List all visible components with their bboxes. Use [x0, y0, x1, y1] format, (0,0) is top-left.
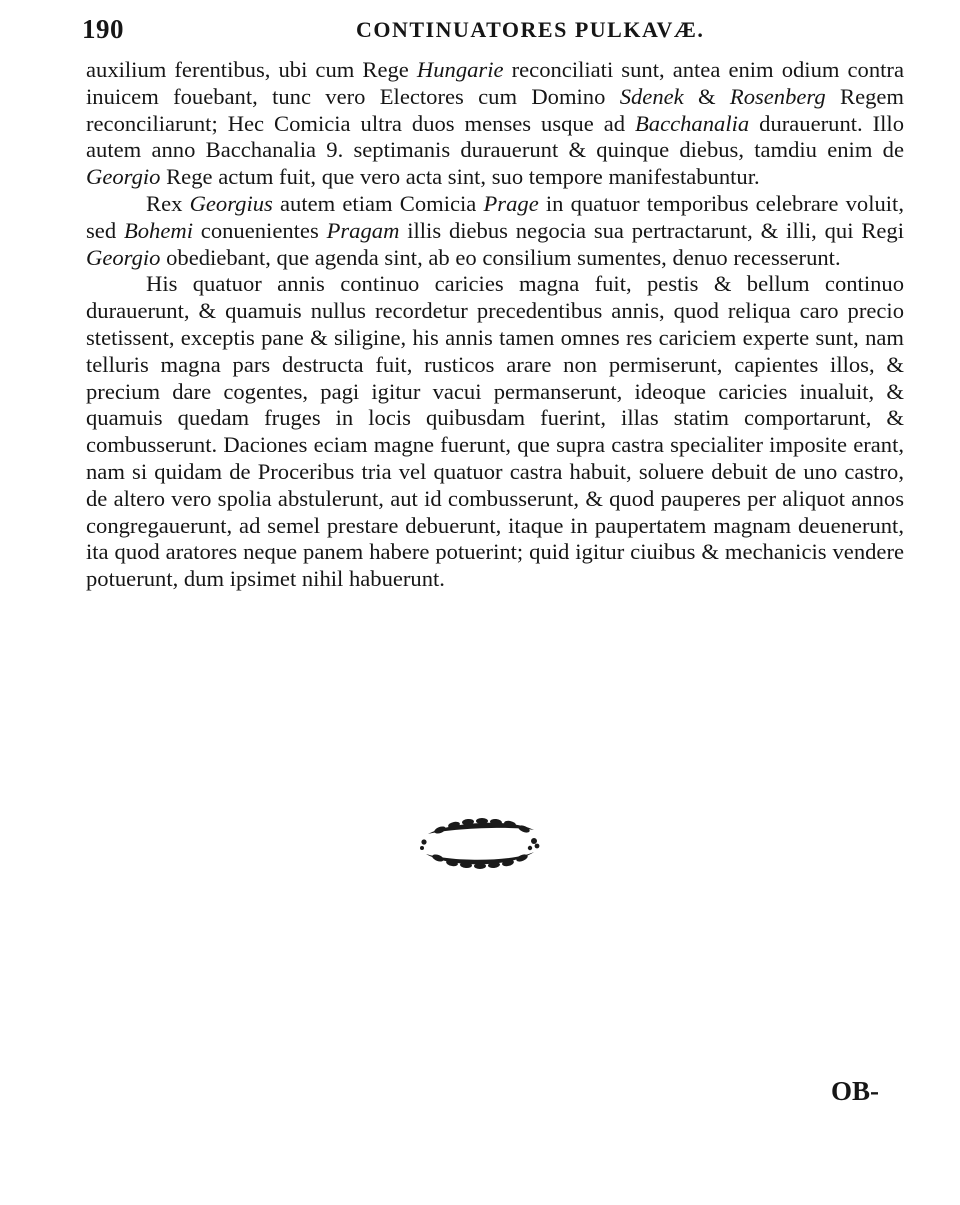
- catchword: OB-: [831, 1076, 880, 1106]
- italic-name: Pragam: [326, 217, 400, 243]
- italic-name: Georgio: [86, 244, 161, 270]
- text-run: Rege actum fuit, que vero acta sint, suo tempore manifestabuntur.: [160, 164, 760, 190]
- text-run: autem etiam Comicia: [272, 190, 484, 216]
- text-run: His quatuor annis continuo caricies magna fuit, pestis & bellum continuo durauerunt, & quamuis nullus recordetur precedentibus annis, quod reliqua caro precio stetissent, exceptis pane & siligine, his annis tamen omnes res cariciem experte sunt, nam telluris magna pars destructa fuit, rusticos arare non permiserunt, capientes illos, & precium dare cogentes, pagi igitur vacui permanserunt, ideoque caricies inualuit, & quamuis quedam fruges in locis quibusdam fuerint, illas statim comportarunt, & combusserunt. Daciones eciam magne fuerunt, que supra castra specialiter imposite erant, nam si quidam de Proceribus tria vel quatuor castra habuit, soluere debuit de uno castro, de altero vero spolia abstulerunt, aut id combusserunt, & quod pauperes per aliquot annos congregauerunt, ad semel prestare debuerunt, itaque in paupertatem magnam deuenerunt, ita quod aratores neque panem habere potuerint; quid igitur ciuibus & mechanicis vendere potuerunt, dum ipsimet nihil habuerunt.: [86, 271, 904, 592]
- running-head: [0, 8, 960, 48]
- text-run: Regem reconciliarunt; Hec Comicia ultra duos menses usque ad: [86, 83, 904, 136]
- text-run: &: [683, 83, 730, 109]
- body-text: [86, 57, 904, 593]
- italic-name: Rosenberg: [729, 83, 826, 109]
- page-number: 190: [82, 14, 124, 44]
- text-run: in quatuor temporibus celebrare voluit, sed: [86, 190, 904, 243]
- paragraph: [86, 191, 904, 271]
- italic-name: Sdenek: [619, 83, 684, 109]
- italic-name: Bohemi: [123, 217, 193, 243]
- italic-name: Bacchanalia: [634, 110, 750, 136]
- text-run: illis diebus negocia sua pertractarunt, & illi, qui Regi: [399, 217, 904, 243]
- text-run: auxilium ferentibus, ubi cum Rege: [86, 57, 417, 82]
- text-run: durauerunt. Illo autem anno Bacchanalia 9. septimanis durauerunt & quinque diebus, tamdiu enim de: [86, 110, 904, 163]
- running-title: CONTINUATORES PULKAVÆ.: [356, 17, 705, 42]
- paragraph: [86, 271, 904, 593]
- text-run: conuenientes: [192, 217, 327, 243]
- text-run: reconciliati sunt, antea enim odium contra inuicem fouebant, tunc vero Electores cum Domino: [86, 57, 904, 109]
- text-run: Rex: [146, 190, 190, 216]
- fleuron-wreath-icon: [410, 808, 550, 878]
- paragraph: [86, 57, 904, 191]
- text-run: obediebant, que agenda sint, ab eo consilium sumentes, denuo recesserunt.: [160, 244, 841, 270]
- italic-name: Georgius: [189, 190, 273, 216]
- italic-name: Prage: [483, 190, 539, 216]
- italic-name: Georgio: [86, 164, 161, 190]
- italic-name: Hungarie: [416, 57, 504, 82]
